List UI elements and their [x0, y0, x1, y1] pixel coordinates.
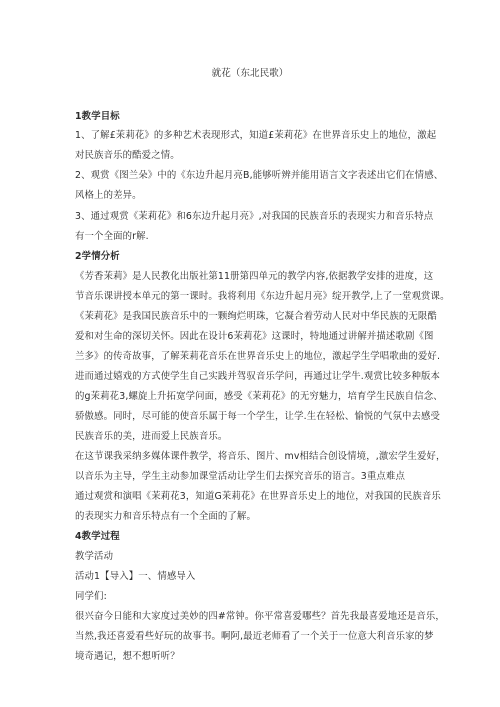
section-heading-objectives: 1教学目标 — [75, 111, 120, 122]
activity-heading: 活动1【导入】一、情感导入 — [75, 571, 196, 582]
paragraph-line: 境奇遇记，想不想听听？ — [75, 651, 180, 662]
paragraph-line: 风格上的差异。 — [75, 190, 142, 201]
paragraph-line: 通过观赏和演唱《茉莉花3，知道G茉莉花》在世界音乐史上的地位，对我国的民族音乐 — [75, 491, 441, 502]
paragraph-line: 骄傲感。同时，尽可能的使音乐属于每一个学生，让学.生在轻松、愉悦的气氛中去感受 — [75, 411, 441, 422]
paragraph-line: 很兴奋今日能和大家度过美妙的四#常钟。你平常喜爱哪些？首先我最喜爱地还是音乐， — [75, 611, 445, 622]
paragraph-line: 1、了解£茉莉花》的多种艺术表现形式，知道£茉莉花》在世界音乐史上的地位，激起 — [75, 130, 437, 141]
section-heading-analysis: 2学情分析 — [75, 251, 120, 262]
paragraph-line: 节音乐课讲授本单元的第一课时。我将利用《东边升起月亮》绽开教学,上了一堂观赏课。 — [75, 291, 450, 302]
paragraph-line: 以音乐为主导，学生主动参加课堂活动让学生们去探究音乐的语言。3重点难点 — [75, 471, 405, 482]
paragraph-line: 3、通过观赏《茉莉花》和6东边升起月亮》,对我国的民族音乐的表现实力和音乐特点 — [75, 211, 434, 222]
paragraph-line: 《芳香茉莉》是人民教化出版社第11册第四单元的教学内容,依据教学安排的进度，这 — [75, 271, 434, 282]
paragraph-line: 爱和对生命的深切关怀。因此在设计6茉莉花》这课时，特地通过讲解并描述歌剧《图 — [75, 331, 434, 342]
document-title: 就花（东北民歌） — [211, 68, 289, 79]
paragraph-line: 的表现实力和音乐特点有一个全面的了解。 — [75, 511, 256, 522]
paragraph-line: 有一个全面的r解. — [75, 231, 149, 242]
paragraph-line: 2、观赏《图兰朵》中的《东边升起月亮B,能够听辨并能用语言文字表述出它们在情感、 — [75, 170, 444, 181]
paragraph-line: 《茉莉花》是我国民族音乐中的一颗绚烂明珠，它凝合着劳动人民对中华民族的无限酷 — [75, 311, 437, 322]
paragraph-line: 兰多》的传奇故事，了解茉莉花音乐在世界音乐史上的地位，激起学生学唱歌曲的爱好. — [75, 351, 441, 362]
paragraph-line: 的g茉莉花3,螺旋上升拓宽学问面，感受《茉莉花》的无穷魅力，培育学生民族自信念、 — [75, 391, 443, 402]
paragraph-line: 教学活动 — [75, 551, 114, 562]
paragraph-line: 同学们: — [75, 591, 107, 602]
paragraph-line: 进而通过嬉戏的方式使学生自己实践并驾驭音乐学问，再通过让学牛.观赏比较多种版本 — [75, 371, 441, 382]
section-heading-process: 4教学过程 — [75, 531, 120, 542]
paragraph-line: 在这节课我采纳多媒体课件教学，将音乐、图片、mv相结合创设情境，,激宏学生爱好， — [75, 451, 446, 462]
paragraph-line: 当然,我还喜爱看些好玩的故事书。啊阿,最近老师看了一个关于一位意大利音乐家的梦 — [75, 631, 434, 642]
paragraph-line: 民族音乐的美，进而爱上民族音乐。 — [75, 431, 228, 442]
paragraph-line: 对民族音乐的酷爱之情。 — [75, 150, 180, 161]
